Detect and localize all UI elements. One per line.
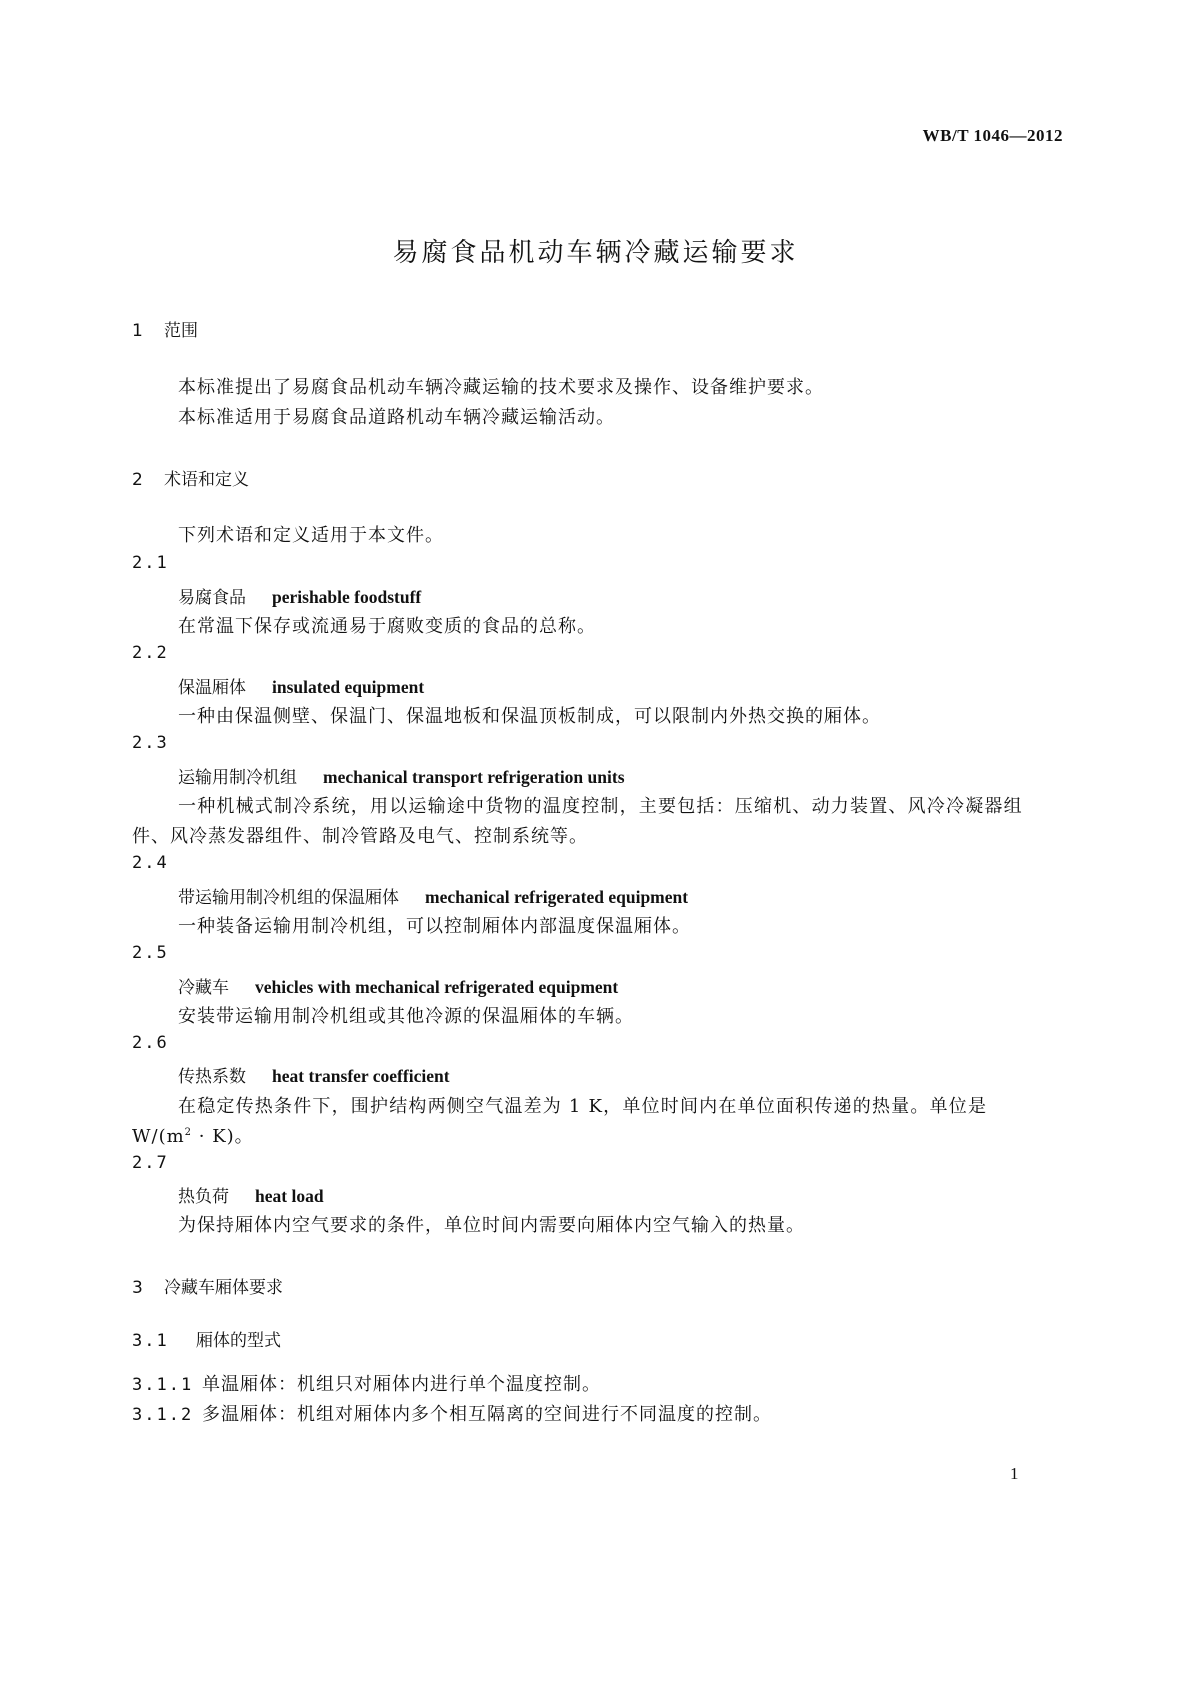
term-definition-line-2 xyxy=(132,1122,1064,1148)
term-number: 2.7 xyxy=(132,1153,169,1173)
term-definition: 安装带运输用制冷机组或其他冷源的保温厢体的车辆。 xyxy=(178,1006,634,1027)
subsection-title: 厢体的型式 xyxy=(196,1331,281,1351)
unit-part: W/(m xyxy=(132,1126,185,1147)
standard-code: WB/T 1046—2012 xyxy=(922,126,1063,145)
section-2-heading xyxy=(132,465,249,490)
term-heading xyxy=(178,673,424,698)
section-title: 冷藏车厢体要求 xyxy=(164,1278,283,1298)
clause-text: 单温厢体：机组只对厢体内进行单个温度控制。 xyxy=(202,1374,601,1395)
section-3-heading xyxy=(132,1273,283,1298)
term-zh: 冷藏车 xyxy=(178,978,229,998)
term-definition-line-1: 一种机械式制冷系统，用以运输途中货物的温度控制，主要包括：压缩机、动力装置、风冷冷凝器组 xyxy=(178,796,1023,817)
term-number: 2.2 xyxy=(132,643,169,663)
subsection-3-1-heading xyxy=(132,1326,281,1351)
paragraph: 本标准提出了易腐食品机动车辆冷藏运输的技术要求及操作、设备维护要求。 xyxy=(178,377,824,398)
term-definition-line-2: 件、风冷蒸发器组件、制冷管路及电气、控制系统等。 xyxy=(132,826,588,847)
term-number: 2.4 xyxy=(132,853,169,873)
term-en: mechanical refrigerated equipment xyxy=(425,887,689,907)
term-definition: 一种由保温侧壁、保温门、保温地板和保温顶板制成，可以限制内外热交换的厢体。 xyxy=(178,706,881,727)
term-definition: 在常温下保存或流通易于腐败变质的食品的总称。 xyxy=(178,616,596,637)
paragraph: 下列术语和定义适用于本文件。 xyxy=(178,525,444,546)
paragraph: 本标准适用于易腐食品道路机动车辆冷藏运输活动。 xyxy=(178,407,615,428)
clause-item xyxy=(132,1400,772,1426)
clause-number: 3.1.1 xyxy=(132,1375,194,1395)
term-zh: 热负荷 xyxy=(178,1187,229,1207)
term-zh: 保温厢体 xyxy=(178,678,246,698)
term-number: 2.6 xyxy=(132,1033,169,1053)
term-en: insulated equipment xyxy=(272,677,425,697)
unit-superscript: 2 xyxy=(184,1127,193,1138)
clause-item xyxy=(132,1370,601,1396)
unit-part: · K)。 xyxy=(192,1126,254,1147)
section-number: 3 xyxy=(132,1278,143,1298)
section-number: 1 xyxy=(132,321,143,341)
clause-number: 3.1.2 xyxy=(132,1405,194,1425)
term-zh: 传热系数 xyxy=(178,1067,246,1087)
term-en: heat transfer coefficient xyxy=(272,1066,450,1086)
term-en: vehicles with mechanical refrigerated equipment xyxy=(255,977,619,997)
term-zh: 易腐食品 xyxy=(178,588,246,608)
section-number: 2 xyxy=(132,470,143,490)
term-number: 2.5 xyxy=(132,943,169,963)
term-heading xyxy=(178,583,421,608)
term-en: mechanical transport refrigeration units xyxy=(323,767,625,787)
term-heading xyxy=(178,883,688,908)
term-heading xyxy=(178,1182,324,1207)
term-number: 2.1 xyxy=(132,553,169,573)
subsection-number: 3.1 xyxy=(132,1331,169,1351)
term-heading xyxy=(178,1062,450,1087)
term-heading xyxy=(178,763,625,788)
term-en: perishable foodstuff xyxy=(272,587,422,607)
section-1-heading xyxy=(132,316,198,341)
term-heading xyxy=(178,973,618,998)
document-title: 易腐食品机动车辆冷藏运输要求 xyxy=(392,238,799,268)
clause-text: 多温厢体：机组对厢体内多个相互隔离的空间进行不同温度的控制。 xyxy=(202,1404,772,1425)
term-zh: 运输用制冷机组 xyxy=(178,768,297,788)
term-number: 2.3 xyxy=(132,733,169,753)
page-number: 1 xyxy=(1010,1464,1019,1483)
section-title: 范围 xyxy=(164,321,198,341)
term-zh: 带运输用制冷机组的保温厢体 xyxy=(178,888,399,908)
term-en: heat load xyxy=(255,1186,324,1206)
term-definition-line-1: 在稳定传热条件下，围护结构两侧空气温差为 1 K，单位时间内在单位面积传递的热量。单位是 xyxy=(178,1096,988,1117)
section-title: 术语和定义 xyxy=(164,470,249,490)
term-definition: 一种装备运输用制冷机组，可以控制厢体内部温度保温厢体。 xyxy=(178,916,691,937)
term-definition: 为保持厢体内空气要求的条件，单位时间内需要向厢体内空气输入的热量。 xyxy=(178,1215,805,1236)
